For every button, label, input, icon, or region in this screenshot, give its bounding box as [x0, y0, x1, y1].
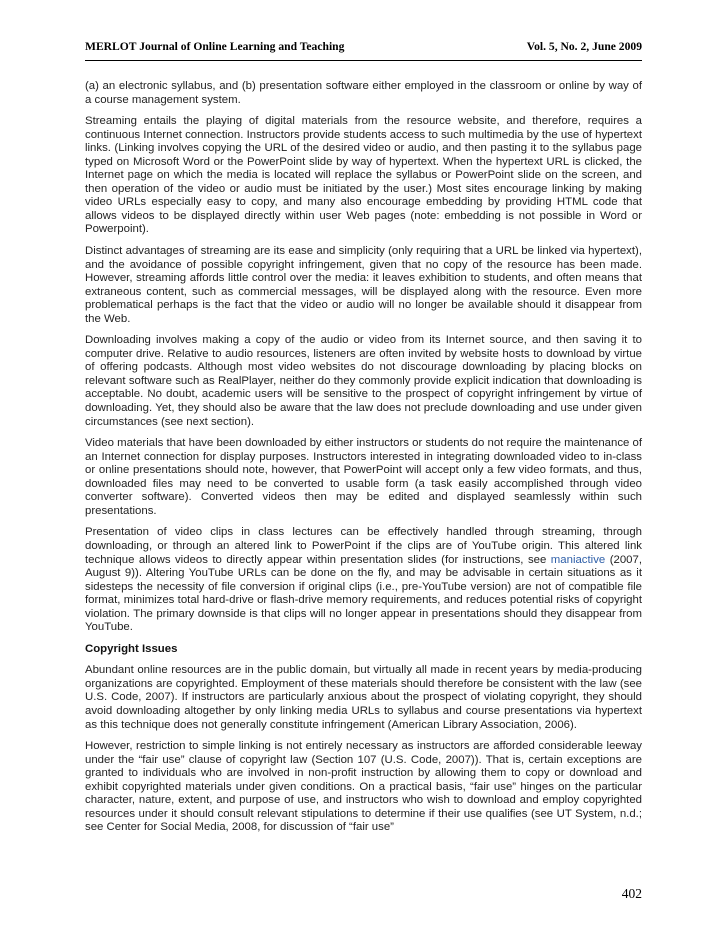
paragraph-1: (a) an electronic syllabus, and (b) presentation software either employed in the classroom or online by way of a course management system.: [85, 80, 642, 106]
header-divider: [85, 60, 642, 61]
paragraph-8: However, restriction to simple linking is not entirely necessary as instructors are afforded considerable leeway under the “fair use” clause of copyright law (Section 107 (U.S. Code, 2007)). That is, certain exceptions are granted to individuals who are involved in non-profit instruction by allowing them to copy or download and exhibit copyrighted materials under given conditions. On a practical basis, “fair use” hinges on the particular character, nature, extent, and purpose of use, and instructors who wish to download and employ copyrighted resources under it should consult relevant stipulations to determine if their use qualifies (see UT System, n.d.; see Center for Social Media, 2008, for discussion of “fair use”: [85, 740, 642, 834]
article-body: [85, 80, 642, 843]
paragraph-6-text-end: (2007, August 9)). Altering YouTube URLs can be done on the fly, and may be advisable in certain situations as it sidesteps the necessity of file conversion if original clips (i.e., pre-YouTube version) are not of compatible file format, minimizes total hard-drive or flash-drive memory requirements, and reduces potential risks of copyright violation. The primary downside is that clips will no longer appear in presentations should they disappear from YouTube.: [85, 553, 642, 634]
paragraph-4: Downloading involves making a copy of the audio or video from its Internet source, and then saving it to computer drive. Relative to audio resources, listeners are often invited by website hosts to download by virtue of offering podcasts. Although most video websites do not discourage downloading by placing blocks on relevant software such as RealPlayer, neither do they commonly provide explicit indication that downloading is acceptable. No doubt, academic users will be sensitive to the prospect of copyright infringement by virtue of downloading. Yet, they should also be aware that the law does not preclude downloading and use under given circumstances (see next section).: [85, 334, 642, 428]
paragraph-6: [85, 526, 642, 634]
journal-title: MERLOT Journal of Online Learning and Teaching: [85, 40, 345, 53]
paragraph-6-text-start: Presentation of video clips in class lectures can be effectively handled through streaming, through downloading, or through an altered link to PowerPoint if the clips are of YouTube origin. This altered link technique allows videos to directly appear within presentation slides (for instructions, see: [85, 526, 642, 566]
volume-info: Vol. 5, No. 2, June 2009: [526, 40, 642, 53]
page-number: 402: [621, 886, 642, 901]
section-heading-copyright: Copyright Issues: [85, 642, 178, 655]
paragraph-2: Streaming entails the playing of digital materials from the resource website, and therefore, requires a continuous Internet connection. Instructors provide students access to such multimedia by the use of hypertext links. (Linking involves copying the URL of the desired video or audio, and then pasting it to the syllabus page typed on Microsoft Word or the PowerPoint slide by way of hypertext. When the hypertext URL is clicked, the Internet page on which the media is located will replace the syllabus or PowerPoint slide on the screen, and then operation of the video or audio must be initiated by the user.) Most sites encourage linking by making video URLs especially easy to copy, and many also encourage embedding by providing HTML code that allows videos to be displayed directly within user Web pages (note: embedding is not possible in Word or Powerpoint).: [85, 115, 642, 236]
paragraph-5: Video materials that have been downloaded by either instructors or students do not require the maintenance of an Internet connection for display purposes. Instructors interested in integrating downloaded video to in-class or online presentations should note, however, that PowerPoint will accept only a few video formats, and thus, downloaded files may need to be converted to usable form (a task easily accomplished through video converter software). Converted videos then may be edited and displayed seamlessly within such presentations.: [85, 437, 643, 517]
maniactive-link[interactable]: maniactive: [550, 553, 606, 566]
running-header: [85, 40, 642, 60]
paragraph-3: Distinct advantages of streaming are its ease and simplicity (only requiring that a URL be linked via hypertext), and the avoidance of possible copyright infringement, given that no copy of the resource has been made. However, streaming affords little control over the media: it leaves exhibition to students, and often means that extraneous content, such as commercial messages, will be displayed along with the resource. Even more problematical perhaps is the fact that the video or audio will no longer be available should it disappear from the Web.: [85, 245, 642, 325]
paragraph-7: Abundant online resources are in the public domain, but virtually all made in recent years by media-producing organizations are copyrighted. Employment of these materials should therefore be consistent with the law (see U.S. Code, 2007). If instructors are particularly anxious about the prospect of violating copyright, they should avoid downloading altogether by only linking media URLs to syllabus and course presentations via hypertext as this technique does not generally constitute infringement (American Library Association, 2006).: [85, 664, 642, 731]
